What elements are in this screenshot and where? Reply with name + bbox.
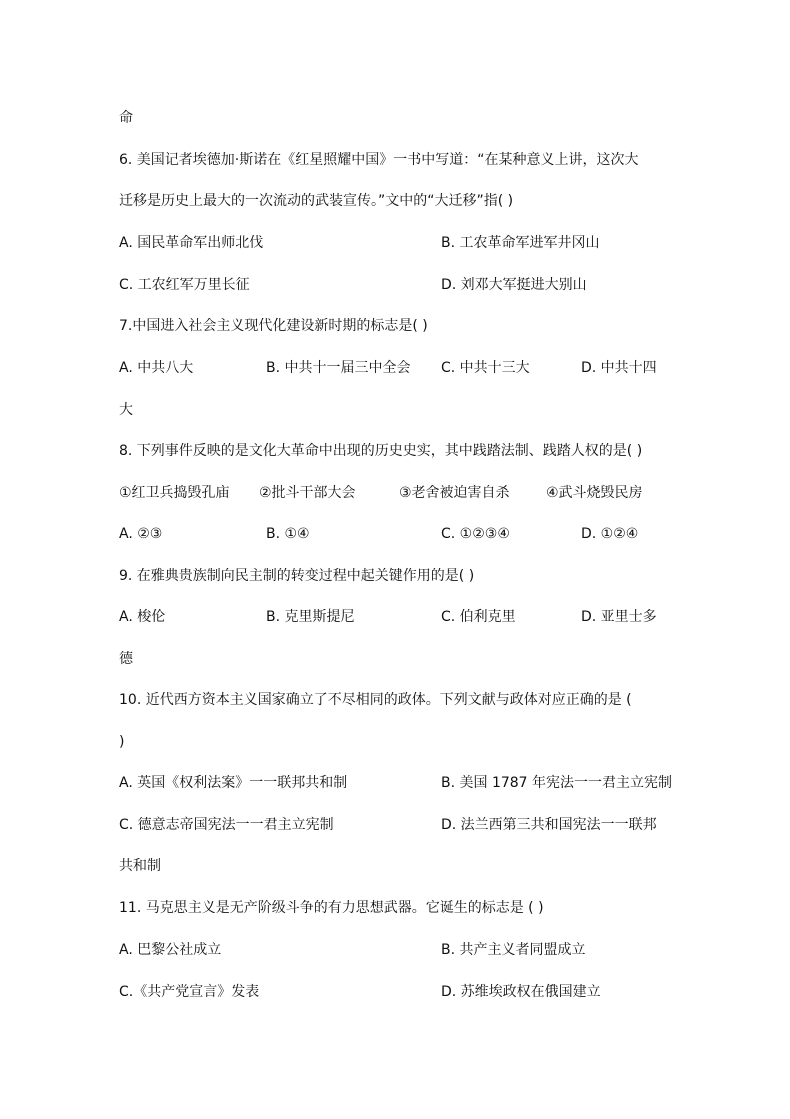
- question-10-stem: 10. 近代西方资本主义国家确立了不尽相同的政体。下列文献与政体对应正确的是 (: [119, 692, 632, 708]
- event-1: ①红卫兵捣毁孔庙: [119, 485, 230, 501]
- option-a: A. ②③: [119, 526, 163, 542]
- option-d-cont: 共和制: [119, 858, 161, 874]
- option-a: A. 国民革命军出师北伐: [119, 235, 264, 251]
- option-b: B. 工农革命军进军井冈山: [441, 235, 600, 251]
- option-b: B. 美国 1787 年宪法一一君主立宪制: [441, 775, 673, 791]
- question-6-stem: 6. 美国记者埃德加·斯诺在《红星照耀中国》一书中写道：“在某种意义上讲，这次大: [119, 152, 639, 168]
- question-6-stem-cont: 迁移是历史上最大的一次流动的武装宣传。”文中的“大迁移”指( ): [119, 193, 514, 209]
- question-continuation: 命: [119, 110, 133, 126]
- option-b: B. 克里斯提尼: [266, 609, 355, 625]
- option-d-cont: 德: [119, 651, 133, 667]
- option-c: C.《共产党宣言》发表: [119, 984, 260, 1000]
- option-d: D. 法兰西第三共和国宪法一一联邦: [441, 817, 657, 833]
- question-7-stem: 7.中国进入社会主义现代化建设新时期的标志是( ): [119, 318, 428, 334]
- event-2: ②批斗干部大会: [259, 485, 356, 501]
- question-8-stem: 8. 下列事件反映的是文化大革命中出现的历史史实，其中践踏法制、践踏人权的是( ): [119, 443, 643, 459]
- option-b: B. 中共十一届三中全会: [266, 360, 411, 376]
- option-d: D. 苏维埃政权在俄国建立: [441, 984, 601, 1000]
- option-d-cont: 大: [119, 402, 133, 418]
- option-c: C. 中共十三大: [441, 360, 530, 376]
- option-a: A. 英国《权利法案》一一联邦共和制: [119, 775, 348, 791]
- option-a: A. 巴黎公社成立: [119, 942, 222, 958]
- option-b: B. ①④: [266, 526, 310, 542]
- option-d: D. 亚里士多: [581, 609, 657, 625]
- option-d: D. ①②④: [581, 526, 639, 542]
- event-4: ④武斗烧毁民房: [546, 485, 643, 501]
- event-3: ③老舍被迫害自杀: [399, 485, 510, 501]
- option-b: B. 共产主义者同盟成立: [441, 942, 586, 958]
- option-a: A. 梭伦: [119, 609, 166, 625]
- option-c: C. 伯利克里: [441, 609, 516, 625]
- question-9-stem: 9. 在雅典贵族制向民主制的转变过程中起关键作用的是( ): [119, 568, 475, 584]
- question-10-stem-cont: ): [119, 734, 125, 750]
- option-d: D. 中共十四: [581, 360, 657, 376]
- option-c: C. ①②③④: [441, 526, 510, 542]
- question-11-stem: 11. 马克思主义是无产阶级斗争的有力思想武器。它诞生的标志是 ( ): [119, 900, 544, 916]
- option-c: C. 德意志帝国宪法一一君主立宪制: [119, 817, 334, 833]
- option-d: D. 刘邓大军挺进大别山: [441, 277, 587, 293]
- option-a: A. 中共八大: [119, 360, 194, 376]
- option-c: C. 工农红军万里长征: [119, 277, 250, 293]
